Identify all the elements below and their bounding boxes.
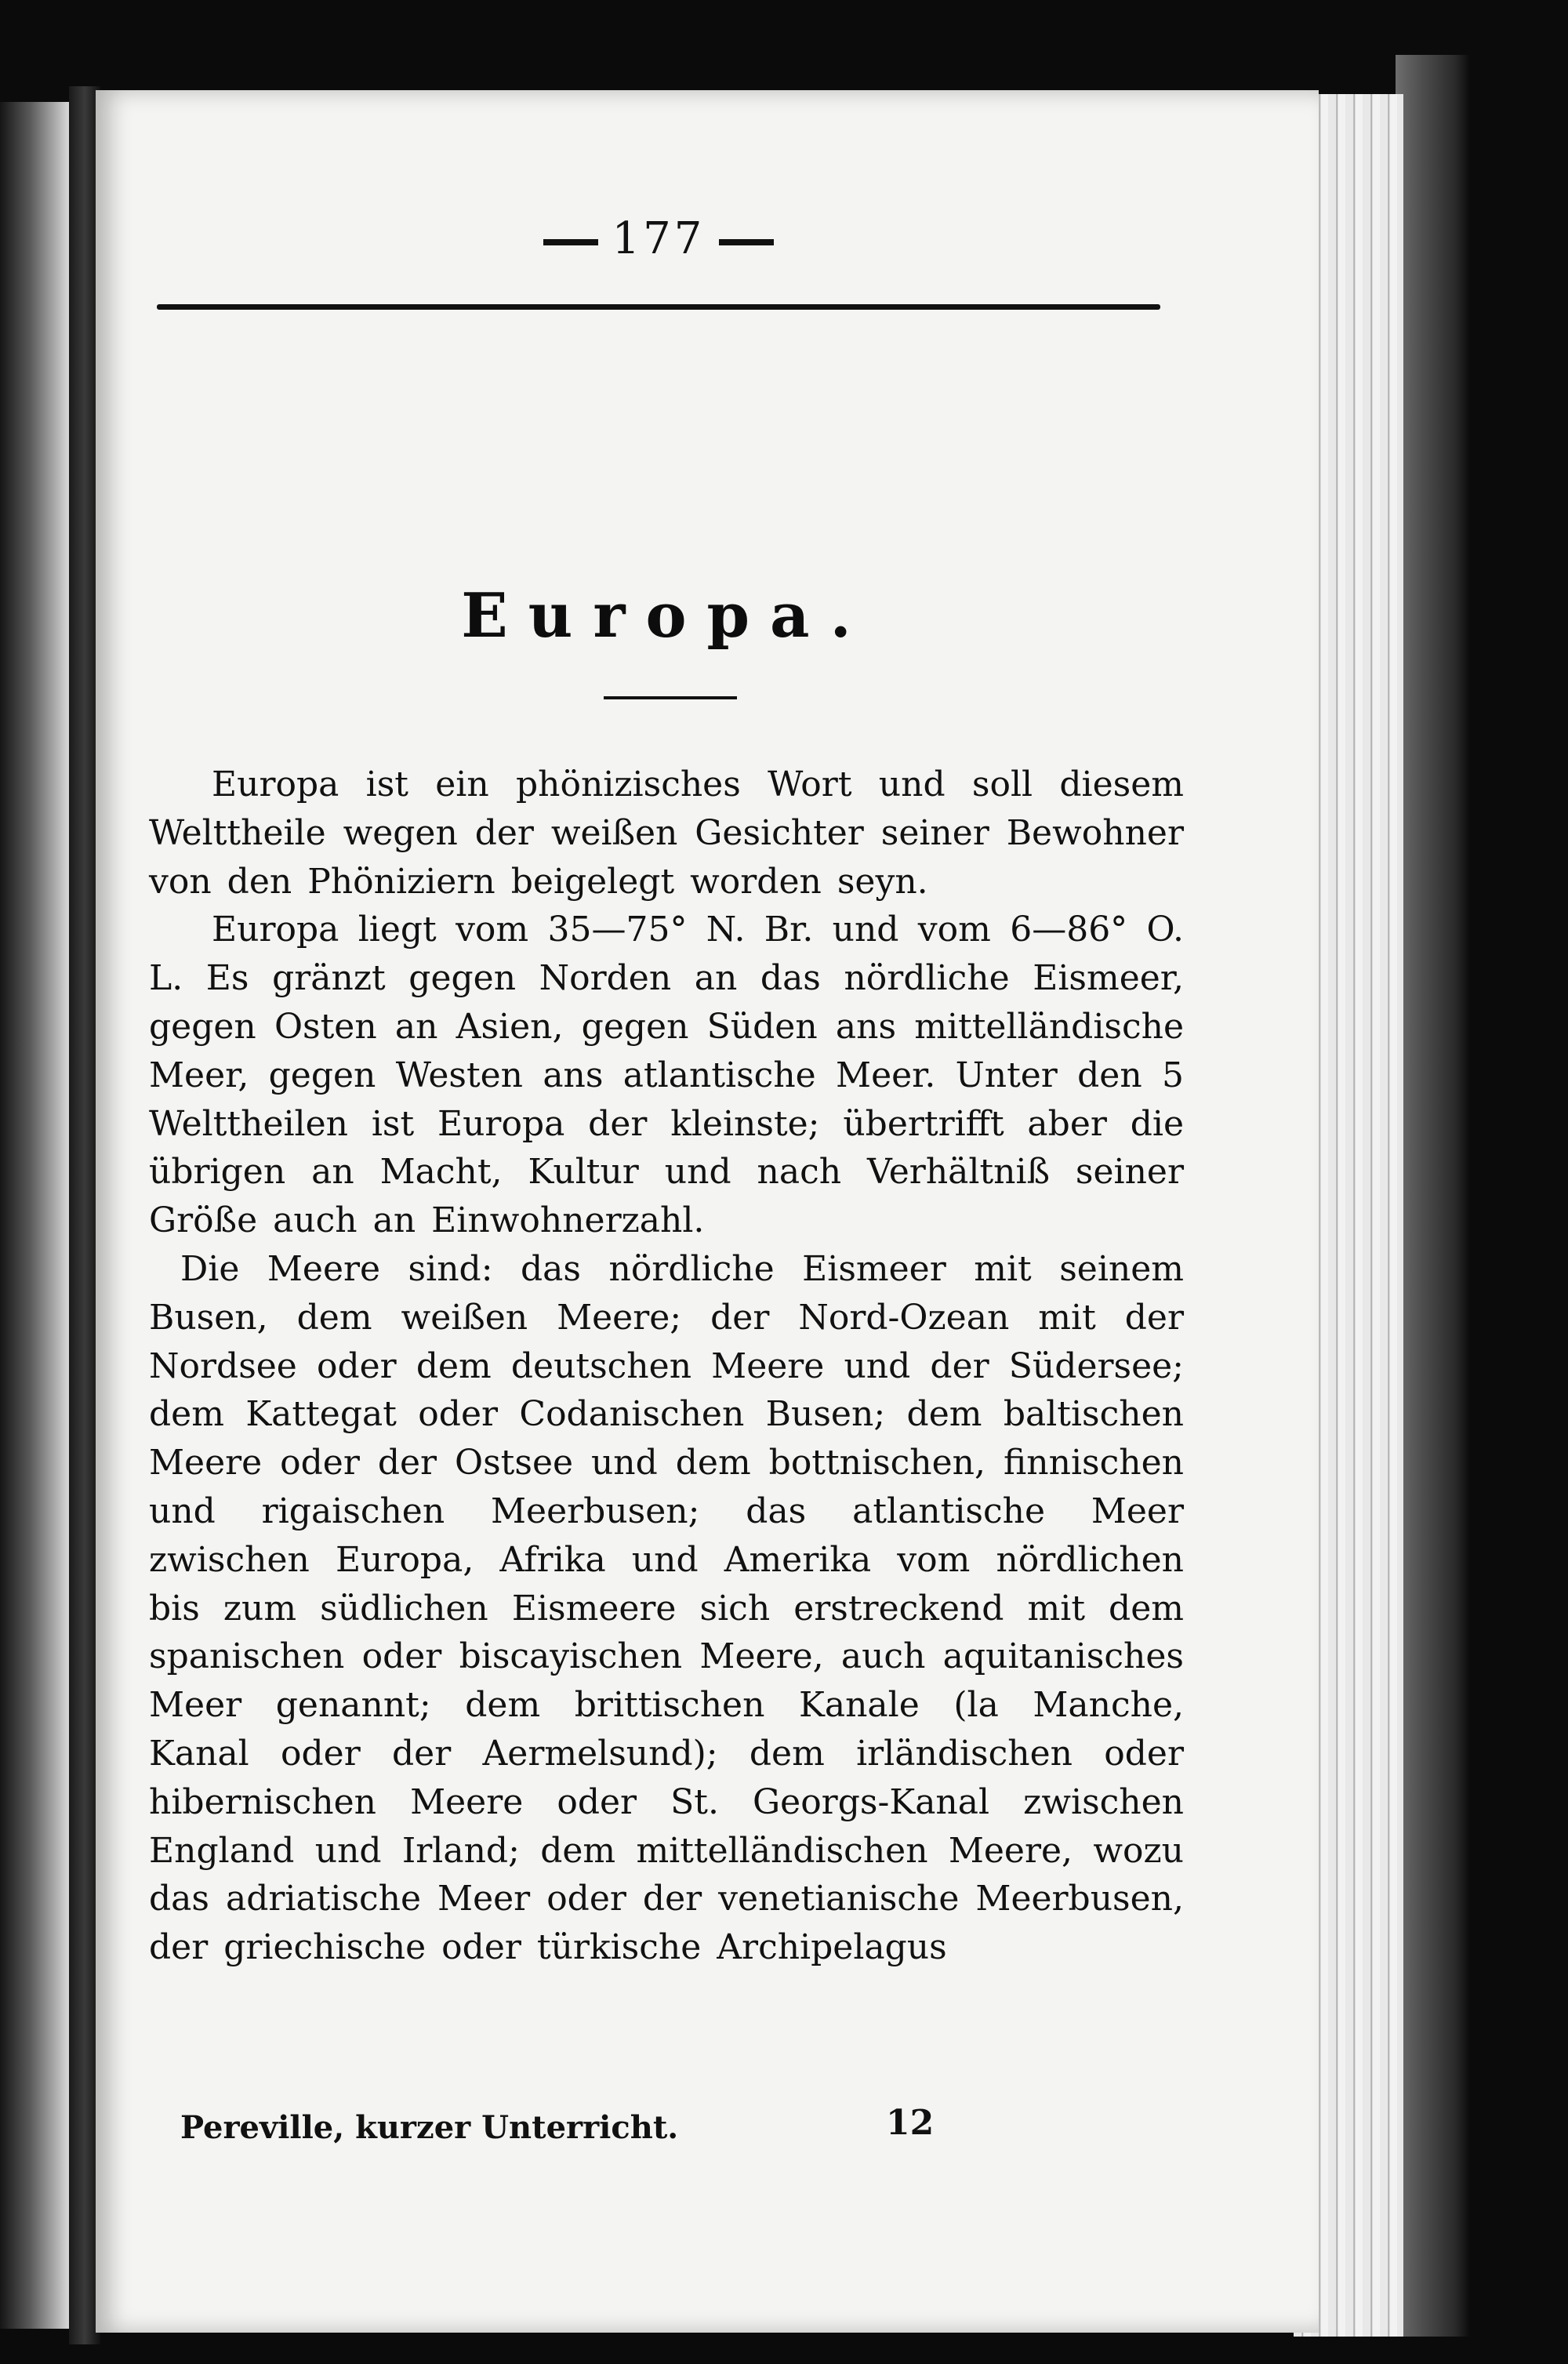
paragraph-seas: Die Meere sind: das nördliche Eismeer mit seinem Busen, dem weißen Meere; der Nord-Ozean mit der Nordsee oder dem deutschen Meere und der Südersee; dem Kattegat oder Codanischen Busen; dem baltischen Meere oder der Ostsee und dem bottnischen, finnischen und rigaischen Meerbusen; das atlantische Meer zwischen Europa, Afrika und Amerika vom nördlichen bis zum südlichen Eismeere sich erstreckend mit dem spanischen oder biscayischen Meere, auch aquitanisches Meer genannt; dem brittischen Kanale (la Manche, Kanal oder der Aermelsund); dem irländischen oder hibernischen Meere oder St. Georgs-Kanal zwischen England und Irland; dem mittelländischen Meere, wozu das adriatische Meer oder der venetianische Meerbusen, der griechische oder türkische Archipelagus (149, 1248, 1184, 1968)
footer-signature: Pereville, kurzer Unterricht. (180, 2109, 679, 2146)
page-number-text: 177 (612, 213, 706, 264)
page-number (517, 213, 800, 264)
book-cover-edge (1396, 55, 1470, 2337)
paragraph-intro: Europa ist ein phönizisches Wort und soll diesem Welttheile wegen der weißen Gesichter seiner Bewohner von den Phöniziern beigelegt worden seyn. (149, 764, 1184, 902)
page-number-dash-right (719, 239, 774, 245)
body-text (149, 761, 1184, 1972)
title-rule (604, 696, 737, 699)
footer-sheet-mark: 12 (886, 2103, 935, 2143)
chapter-title: Europa. (461, 580, 872, 652)
page-number-dash-left (543, 239, 598, 245)
header-rule (157, 304, 1160, 310)
paragraph-location: Europa liegt vom 35—75° N. Br. und vom 6—86° O. L. Es gränzt gegen Norden an das nördliche Eismeer, gegen Osten an Asien, gegen Süden ans mittelländische Meer, gegen Westen ans atlantische Meer. Unter den 5 Welttheilen ist Europa der kleinste; übertrifft aber die übrigen an Macht, Kultur und nach Verhältniß seiner Größe auch an Einwohnerzahl. (149, 910, 1184, 1241)
